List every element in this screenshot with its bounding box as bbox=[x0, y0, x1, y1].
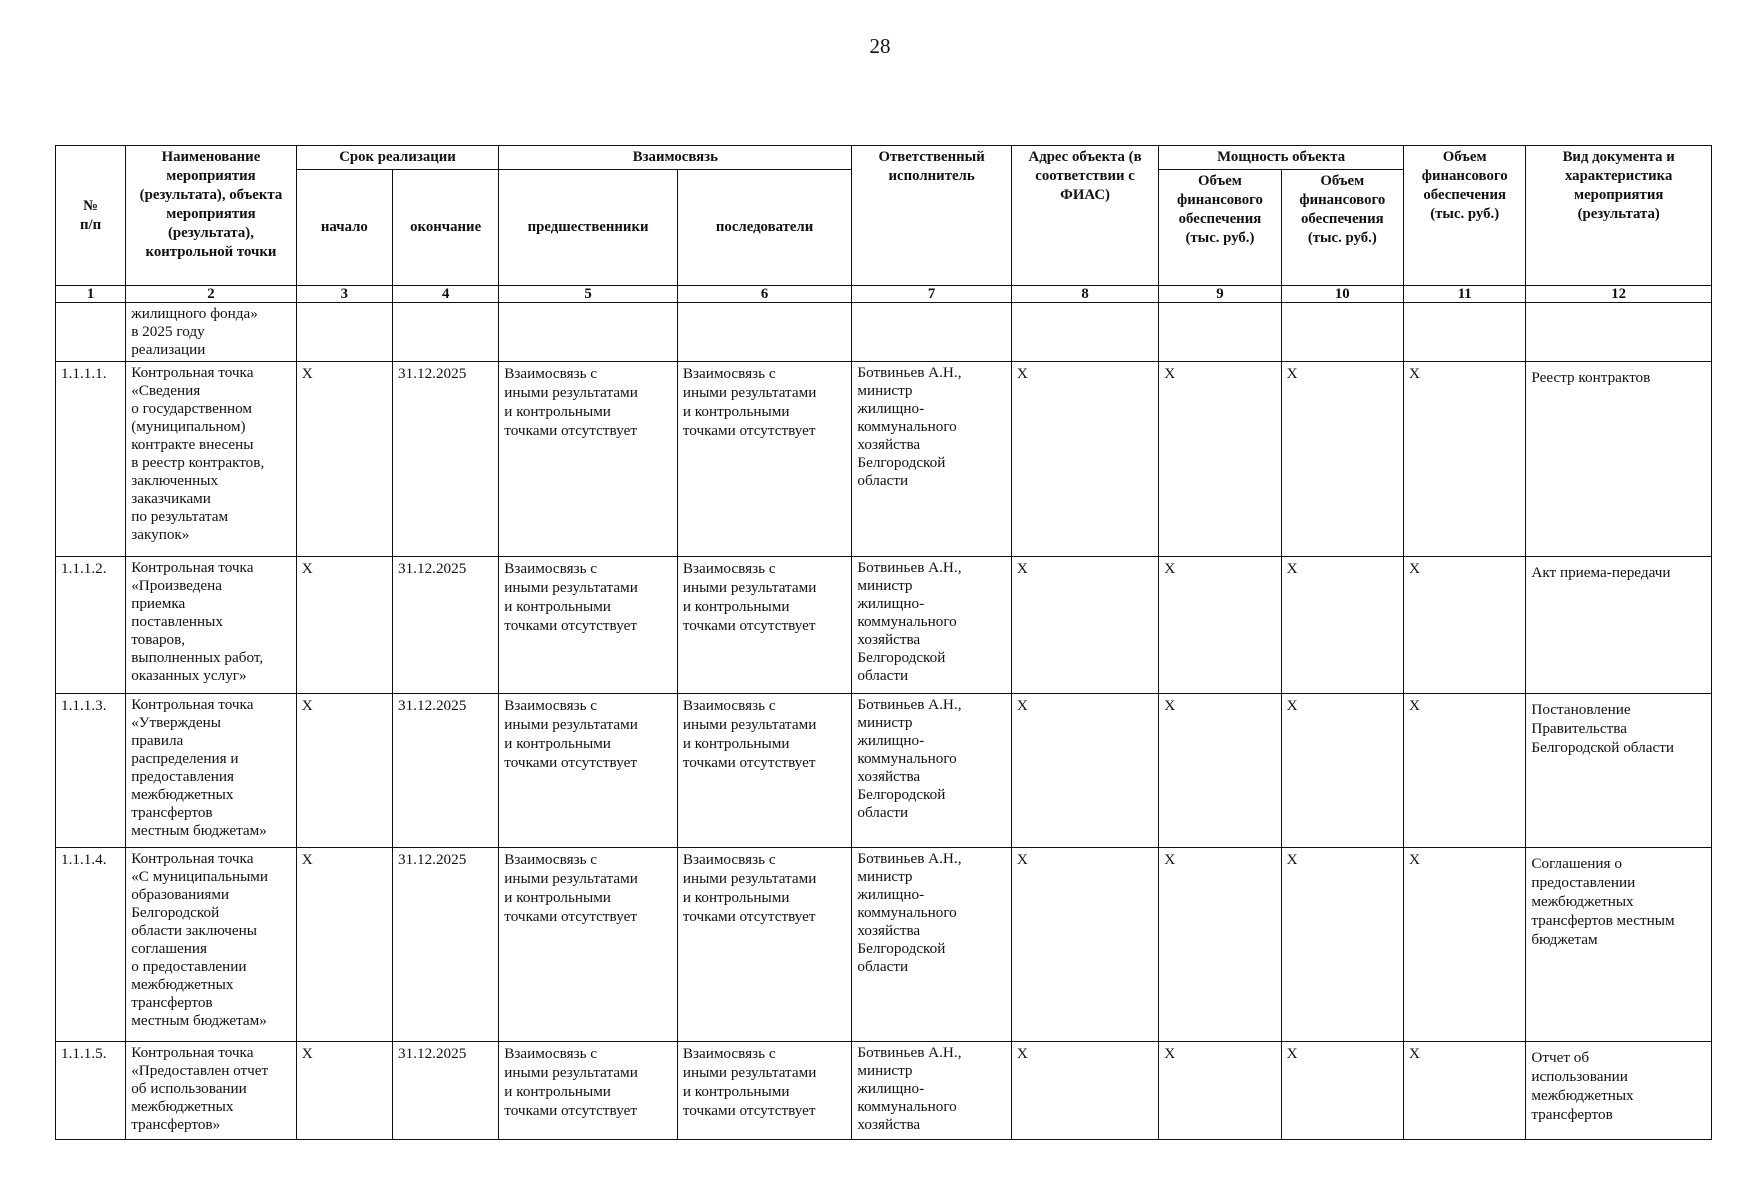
column-number: 5 bbox=[499, 286, 678, 303]
cell-responsible: Ботвиньев А.Н., министр жилищно- коммунального хозяйства bbox=[852, 1042, 1011, 1140]
header-capacity-group: Мощность объекта bbox=[1159, 146, 1404, 170]
cell-end: 31.12.2025 bbox=[392, 362, 498, 557]
column-number: 10 bbox=[1281, 286, 1403, 303]
header-capacity-volume-2: Объем финансового обеспечения (тыс. руб.) bbox=[1281, 170, 1403, 286]
cell-fin-volume: X bbox=[1404, 694, 1526, 848]
cell-address: X bbox=[1011, 1042, 1158, 1140]
table-row bbox=[56, 694, 1712, 848]
cell-start bbox=[296, 303, 392, 362]
cell-predecessors bbox=[499, 303, 678, 362]
cell-doc-type: Отчет об использовании межбюджетных трансфертов bbox=[1526, 1042, 1712, 1140]
table-header bbox=[56, 146, 1712, 303]
cell-start: X bbox=[296, 557, 392, 694]
cell-fin-volume: X bbox=[1404, 848, 1526, 1042]
header-address: Адрес объекта (в соответствии с ФИАС) bbox=[1011, 146, 1158, 286]
table-row bbox=[56, 557, 1712, 694]
header-fin-volume: Объем финансового обеспечения (тыс. руб.) bbox=[1404, 146, 1526, 286]
cell-capacity-2: X bbox=[1281, 362, 1403, 557]
cell-predecessors: Взаимосвязь с иными результатами и контрольными точками отсутствует bbox=[499, 362, 678, 557]
cell-name: Контрольная точка «Предоставлен отчет об использовании межбюджетных трансфертов» bbox=[126, 1042, 297, 1140]
column-number: 7 bbox=[852, 286, 1011, 303]
header-term-group: Срок реализации bbox=[296, 146, 499, 170]
cell-start: X bbox=[296, 694, 392, 848]
column-number: 2 bbox=[126, 286, 297, 303]
cell-name: Контрольная точка «С муниципальными образованиями Белгородской области заключены соглашения о предоставлении межбюджетных трансфертов местным бюджетам» bbox=[126, 848, 297, 1042]
cell-predecessors: Взаимосвязь с иными результатами и контрольными точками отсутствует bbox=[499, 557, 678, 694]
column-number: 6 bbox=[677, 286, 852, 303]
cell-start: X bbox=[296, 362, 392, 557]
cell-address: X bbox=[1011, 694, 1158, 848]
cell-successors: Взаимосвязь с иными результатами и контрольными точками отсутствует bbox=[677, 694, 852, 848]
cell-capacity-1: X bbox=[1159, 694, 1281, 848]
column-number: 8 bbox=[1011, 286, 1158, 303]
cell-successors: Взаимосвязь с иными результатами и контрольными точками отсутствует bbox=[677, 557, 852, 694]
cell-capacity-1: X bbox=[1159, 557, 1281, 694]
cell-capacity-1 bbox=[1159, 303, 1281, 362]
column-number: 4 bbox=[392, 286, 498, 303]
cell-successors: Взаимосвязь с иными результатами и контрольными точками отсутствует bbox=[677, 362, 852, 557]
header-predecessors: предшественники bbox=[499, 170, 678, 286]
cell-predecessors: Взаимосвязь с иными результатами и контрольными точками отсутствует bbox=[499, 848, 678, 1042]
table-row bbox=[56, 848, 1712, 1042]
cell-num: 1.1.1.2. bbox=[56, 557, 126, 694]
cell-responsible bbox=[852, 303, 1011, 362]
cell-capacity-2: X bbox=[1281, 694, 1403, 848]
cell-name: Контрольная точка «Сведения о государственном (муниципальном) контракте внесены в реестр контрактов, заключенных заказчиками по результатам закупок» bbox=[126, 362, 297, 557]
header-start: начало bbox=[296, 170, 392, 286]
cell-doc-type: Акт приема-передачи bbox=[1526, 557, 1712, 694]
column-number: 11 bbox=[1404, 286, 1526, 303]
cell-capacity-2: X bbox=[1281, 1042, 1403, 1140]
cell-end bbox=[392, 303, 498, 362]
cell-address: X bbox=[1011, 362, 1158, 557]
cell-address: X bbox=[1011, 557, 1158, 694]
cell-responsible: Ботвиньев А.Н., министр жилищно- коммунального хозяйства Белгородской области bbox=[852, 848, 1011, 1042]
cell-doc-type bbox=[1526, 303, 1712, 362]
cell-start: X bbox=[296, 848, 392, 1042]
cell-capacity-2 bbox=[1281, 303, 1403, 362]
header-name: Наименование мероприятия (результата), объекта мероприятия (результата), контрольной точки bbox=[126, 146, 297, 286]
column-number-row bbox=[56, 286, 1712, 303]
header-successors: последователи bbox=[677, 170, 852, 286]
cell-name: Контрольная точка «Утверждены правила распределения и предоставления межбюджетных трансфертов местным бюджетам» bbox=[126, 694, 297, 848]
table-row bbox=[56, 362, 1712, 557]
table-row bbox=[56, 1042, 1712, 1140]
page-number: 28 bbox=[869, 34, 891, 58]
header-link-group: Взаимосвязь bbox=[499, 146, 852, 170]
cell-capacity-2: X bbox=[1281, 848, 1403, 1042]
column-number: 3 bbox=[296, 286, 392, 303]
cell-fin-volume: X bbox=[1404, 362, 1526, 557]
cell-doc-type: Реестр контрактов bbox=[1526, 362, 1712, 557]
cell-capacity-1: X bbox=[1159, 362, 1281, 557]
cell-name: жилищного фонда» в 2025 году реализации bbox=[126, 303, 297, 362]
cell-fin-volume: X bbox=[1404, 1042, 1526, 1140]
control-points-body bbox=[56, 362, 1712, 1140]
column-number: 1 bbox=[56, 286, 126, 303]
cell-num bbox=[56, 303, 126, 362]
cell-fin-volume: X bbox=[1404, 557, 1526, 694]
implementation-plan-table bbox=[55, 145, 1712, 1140]
cell-name: Контрольная точка «Произведена приемка поставленных товаров, выполненных работ, оказанных услуг» bbox=[126, 557, 297, 694]
cell-num: 1.1.1.3. bbox=[56, 694, 126, 848]
table-row-continuation bbox=[56, 303, 1712, 362]
cell-num: 1.1.1.5. bbox=[56, 1042, 126, 1140]
cell-capacity-2: X bbox=[1281, 557, 1403, 694]
cell-responsible: Ботвиньев А.Н., министр жилищно- коммунального хозяйства Белгородской области bbox=[852, 557, 1011, 694]
cell-capacity-1: X bbox=[1159, 1042, 1281, 1140]
cell-fin-volume bbox=[1404, 303, 1526, 362]
cell-responsible: Ботвиньев А.Н., министр жилищно- коммунального хозяйства Белгородской области bbox=[852, 362, 1011, 557]
cell-end: 31.12.2025 bbox=[392, 694, 498, 848]
cell-successors: Взаимосвязь с иными результатами и контрольными точками отсутствует bbox=[677, 1042, 852, 1140]
table-body bbox=[56, 303, 1712, 362]
header-end: окончание bbox=[392, 170, 498, 286]
column-number: 12 bbox=[1526, 286, 1712, 303]
cell-successors: Взаимосвязь с иными результатами и контрольными точками отсутствует bbox=[677, 848, 852, 1042]
header-doc-type: Вид документа и характеристика мероприятия (результата) bbox=[1526, 146, 1712, 286]
cell-doc-type: Постановление Правительства Белгородской области bbox=[1526, 694, 1712, 848]
cell-predecessors: Взаимосвязь с иными результатами и контрольными точками отсутствует bbox=[499, 694, 678, 848]
column-number: 9 bbox=[1159, 286, 1281, 303]
cell-num: 1.1.1.4. bbox=[56, 848, 126, 1042]
header-responsible: Ответственный исполнитель bbox=[852, 146, 1011, 286]
cell-capacity-1: X bbox=[1159, 848, 1281, 1042]
cell-num: 1.1.1.1. bbox=[56, 362, 126, 557]
header-capacity-volume-1: Объем финансового обеспечения (тыс. руб.) bbox=[1159, 170, 1281, 286]
cell-end: 31.12.2025 bbox=[392, 848, 498, 1042]
cell-address bbox=[1011, 303, 1158, 362]
cell-address: X bbox=[1011, 848, 1158, 1042]
cell-start: X bbox=[296, 1042, 392, 1140]
cell-end: 31.12.2025 bbox=[392, 557, 498, 694]
cell-end: 31.12.2025 bbox=[392, 1042, 498, 1140]
cell-doc-type: Соглашения о предоставлении межбюджетных трансфертов местным бюджетам bbox=[1526, 848, 1712, 1042]
cell-responsible: Ботвиньев А.Н., министр жилищно- коммунального хозяйства Белгородской области bbox=[852, 694, 1011, 848]
cell-predecessors: Взаимосвязь с иными результатами и контрольными точками отсутствует bbox=[499, 1042, 678, 1140]
header-num: № п/п bbox=[56, 146, 126, 286]
cell-successors bbox=[677, 303, 852, 362]
